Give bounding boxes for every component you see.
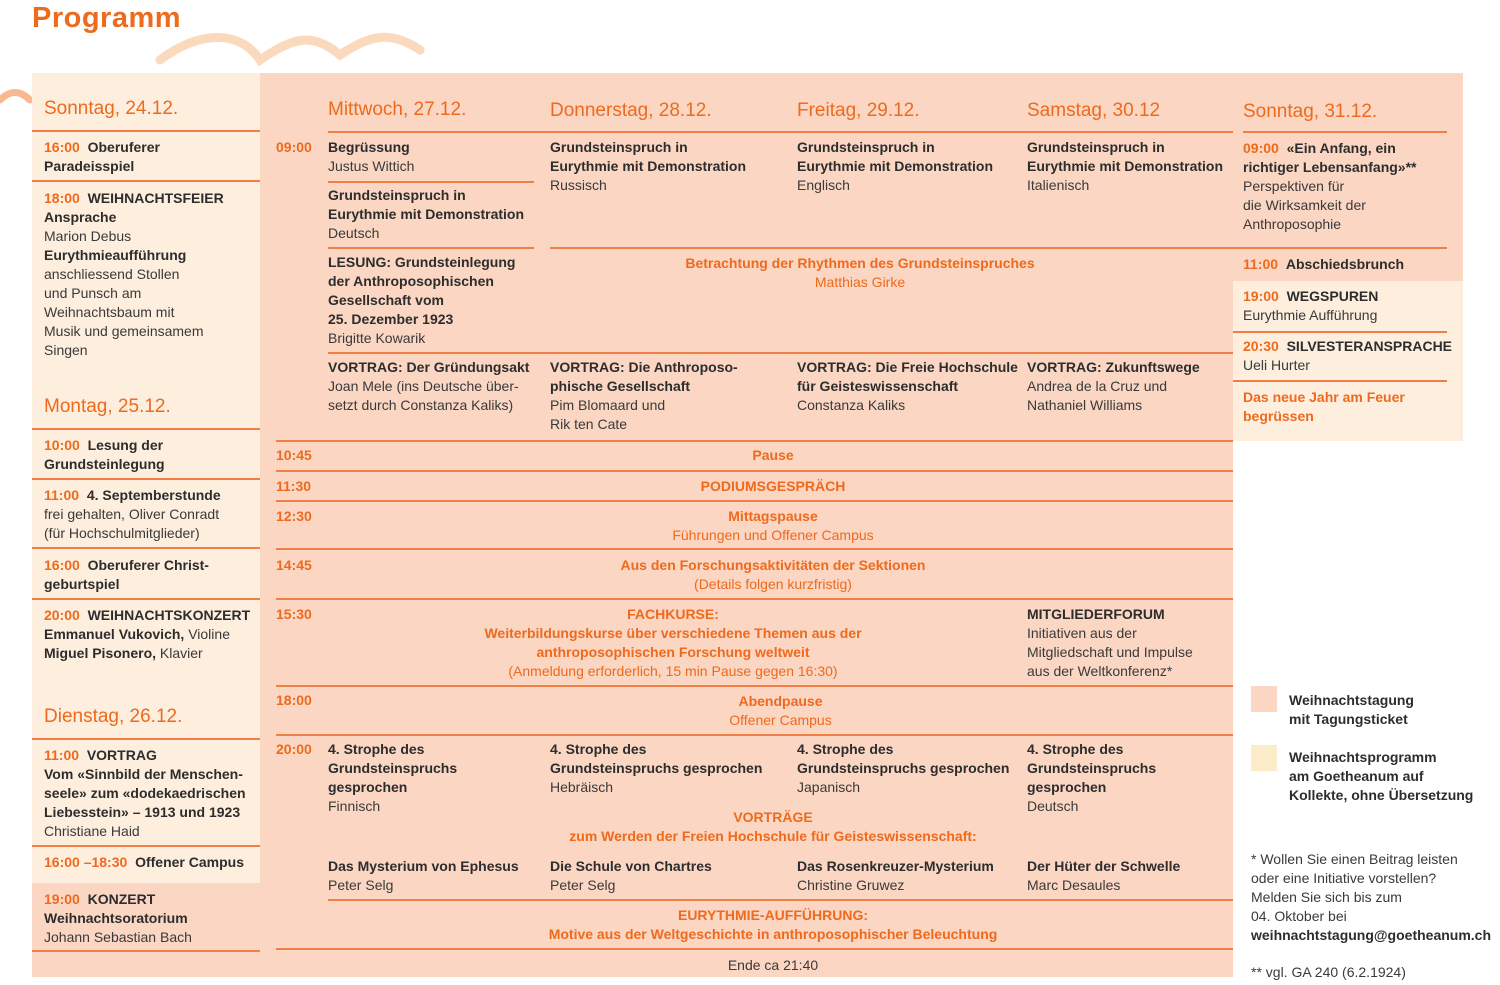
sat-strophe: 4. Strophe des Grundsteinspruchs gesprochen Deutsch xyxy=(1027,741,1157,814)
divider xyxy=(276,598,1233,600)
time-label: 09:00 xyxy=(276,139,312,155)
header-divider xyxy=(1243,131,1447,133)
divider xyxy=(32,130,260,132)
legend-kollekte: Weihnachtsprogramm am Goetheanum auf Kollekte, ohne Übersetzung xyxy=(1289,749,1474,803)
fri-vortrag: VORTRAG: Die Freie Hochschule für Geisteswissenschaft Constanza Kaliks xyxy=(797,359,1018,413)
footnote-beitrag: * Wollen Sie einen Beitrag leisten oder eine Initiative vorstellen? Melden Sie sich bis zum 04. Oktober bei weihnachtstagung@goetheanum.ch xyxy=(1251,851,1492,943)
time-label: 12:30 xyxy=(276,508,312,524)
time-label: 11:30 xyxy=(276,478,312,494)
email-link[interactable]: weihnachtstagung@goetheanum.ch xyxy=(1251,927,1492,943)
divider xyxy=(1233,380,1447,382)
row-abendpause: Abendpause Offener Campus xyxy=(729,693,832,728)
ende-zeit: Ende ca 21:40 xyxy=(727,957,819,973)
divider xyxy=(32,180,260,182)
vortraege-heading: VORTRÄGE zum Werden der Freien Hochschule für Geisteswissenschaft: xyxy=(569,809,977,844)
sat-grundsteinspruch: Grundsteinspruch in Eurythmie mit Demonstration Italienisch xyxy=(1027,139,1224,193)
divider xyxy=(328,352,1233,354)
divider xyxy=(32,478,260,480)
event-weihnachtsfeier: 18:00 WEIHNACHTSFEIER Ansprache Marion Debus Eurythmieaufführung anschliessend Stollen und Punsch am Weihnachtsbaum mit Musik und gemeinsamem Singen xyxy=(44,190,224,358)
sat-vortrag-abend: Der Hüter der Schwelle Marc Desaules xyxy=(1027,858,1181,893)
event-septemberstunde: 11:00 4. Septemberstunde frei gehalten, Oliver Conradt (für Hochschulmitglieder) xyxy=(44,487,221,541)
day-heading-thursday-28: Donnerstag, 28.12. xyxy=(550,100,712,121)
wed-strophe: 4. Strophe des Grundsteinspruchs gesprochen Finnisch xyxy=(328,741,458,814)
row-pause: Pause xyxy=(752,447,794,463)
day-heading-sunday-24: Sonntag, 24.12. xyxy=(44,98,179,119)
day-heading-friday-29: Freitag, 29.12. xyxy=(797,100,920,121)
thu-vortrag-abend: Die Schule von Chartres Peter Selg xyxy=(550,858,712,893)
divider xyxy=(328,181,534,183)
wed-vortrag-abend: Das Mysterium von Ephesus Peter Selg xyxy=(328,858,519,893)
day-heading-tuesday-26: Dienstag, 26.12. xyxy=(44,706,183,727)
wed-lesung: LESUNG: Grundsteinlegung der Anthroposophischen Gesellschaft vom 25. Dezember 1923 Brigitte Kowarik xyxy=(328,254,516,346)
eurythmie-auffuehrung: EURYTHMIE-AUFFÜHRUNG: Motive aus der Weltgeschichte in anthroposophischer Beleuchtung xyxy=(548,907,998,942)
divider xyxy=(32,845,260,847)
event-konzert-weihnachtsoratorium: 19:00 KONZERT Weihnachtsoratorium Johann Sebastian Bach xyxy=(44,891,192,945)
divider xyxy=(276,470,1233,472)
event-lesung-grundsteinlegung: 10:00 Lesung der Grundsteinlegung xyxy=(44,437,165,472)
row-forschungsaktivitaeten: Aus den Forschungsaktivitäten der Sektionen (Details folgen kurzfristig) xyxy=(620,557,926,592)
divider xyxy=(1233,331,1447,333)
thu-vortrag: VORTRAG: Die Anthroposo- phische Gesellschaft Pim Blomaard und Rik ten Cate xyxy=(550,359,738,432)
legend-tagungsticket: Weihnachtstagung mit Tagungsticket xyxy=(1289,692,1414,727)
divider xyxy=(276,440,1233,442)
event-weihnachtskonzert: 20:00 WEIHNACHTSKONZERT Emmanuel Vukovich, Violine Miguel Pisonero, Klavier xyxy=(44,607,251,661)
divider xyxy=(32,428,260,430)
divider xyxy=(276,948,1233,950)
legend-swatch-cream xyxy=(1251,745,1277,771)
fri-vortrag-abend: Das Rosenkreuzer-Mysterium Christine Gruwez xyxy=(797,858,994,893)
divider xyxy=(276,548,1233,550)
wed-grundsteinspruch: Grundsteinspruch in Eurythmie mit Demonstration Deutsch xyxy=(328,187,525,241)
divider xyxy=(550,247,1233,249)
row-fachkurse: FACHKURSE: Weiterbildungskurse über verschiedene Themen aus der anthroposophischen Forschung weltweit (Anmeldung erforderlich, 15 min Pause gegen 16:30) xyxy=(484,606,862,679)
divider xyxy=(276,685,1233,687)
divider xyxy=(1233,247,1447,249)
day-heading-saturday-30: Samstag, 30.12 xyxy=(1027,100,1161,121)
event-vortrag-sinnbild: 11:00 VORTRAG Vom «Sinnbild der Menschen- seele» zum «dodekaedrischen Liebesstein» – 1913 und 1923 Christiane Haid xyxy=(44,747,246,839)
row-mitgliederforum: MITGLIEDERFORUM Initiativen aus der Mitgliedschaft und Impulse aus der Weltkonferenz* xyxy=(1027,606,1193,679)
day-heading-wednesday-27: Mittwoch, 27.12. xyxy=(328,99,467,120)
divider xyxy=(328,247,534,249)
time-label: 14:45 xyxy=(276,557,312,573)
event-oberuferer-paradeisspiel: 16:00 Oberuferer Paradeisspiel xyxy=(44,139,160,174)
sun31-silvesteransprache: 20:30 SILVESTERANSPRACHE Ueli Hurter xyxy=(1243,338,1453,373)
fri-grundsteinspruch: Grundsteinspruch in Eurythmie mit Demonstration Englisch xyxy=(797,139,994,193)
wed-begruessung: Begrüssung Justus Wittich xyxy=(328,139,415,174)
rhythmen-betrachtung: Betrachtung der Rhythmen des Grundsteinspruches Matthias Girke xyxy=(685,255,1035,290)
fri-strophe: 4. Strophe des Grundsteinspruchs gesprochen Japanisch xyxy=(797,741,1010,795)
header-divider xyxy=(328,131,1233,133)
time-label: 10:45 xyxy=(276,447,312,463)
wed-vortrag: VORTRAG: Der Gründungsakt Joan Mele (ins Deutsche über- setzt durch Constanza Kaliks) xyxy=(328,359,530,413)
legend-swatch-salmon xyxy=(1251,686,1277,712)
thu-grundsteinspruch: Grundsteinspruch in Eurythmie mit Demonstration Russisch xyxy=(550,139,747,193)
time-label: 15:30 xyxy=(276,606,312,622)
row-mittagspause: Mittagspause Führungen und Offener Campus xyxy=(672,508,874,543)
sun31-wegspuren: 19:00 WEGSPUREN Eurythmie Aufführung xyxy=(1243,288,1379,323)
divider xyxy=(32,547,260,549)
divider xyxy=(276,734,1233,736)
row-podiumsgespraech: PODIUMSGESPRÄCH xyxy=(700,478,846,494)
time-label: 20:00 xyxy=(276,741,312,757)
sun31-ein-anfang: 09:00 «Ein Anfang, ein richtiger Lebensanfang»** Perspektiven für die Wirksamkeit der Anthroposophie xyxy=(1243,140,1417,232)
sat-vortrag: VORTRAG: Zukunftswege Andrea de la Cruz und Nathaniel Williams xyxy=(1027,359,1200,413)
divider xyxy=(32,598,260,600)
day-heading-monday-25: Montag, 25.12. xyxy=(44,396,171,417)
sun31-abschiedsbrunch: 11:00 Abschiedsbrunch xyxy=(1243,256,1405,272)
divider xyxy=(276,500,1233,502)
time-label: 18:00 xyxy=(276,692,312,708)
thu-strophe: 4. Strophe des Grundsteinspruchs gesprochen Hebräisch xyxy=(550,741,763,795)
day-heading-sunday-31: Sonntag, 31.12. xyxy=(1243,101,1378,122)
divider xyxy=(32,738,260,740)
page-title: Programm xyxy=(32,2,182,34)
event-offener-campus: 16:00 –18:30 Offener Campus xyxy=(44,854,244,870)
sun31-neues-jahr: Das neue Jahr am Feuer begrüssen xyxy=(1243,389,1405,424)
footnote-ga240: ** vgl. GA 240 (6.2.1924) xyxy=(1251,964,1406,980)
event-christgeburtspiel: 16:00 Oberuferer Christ- geburtspiel xyxy=(44,557,209,592)
divider xyxy=(32,950,260,952)
divider xyxy=(328,899,1233,901)
